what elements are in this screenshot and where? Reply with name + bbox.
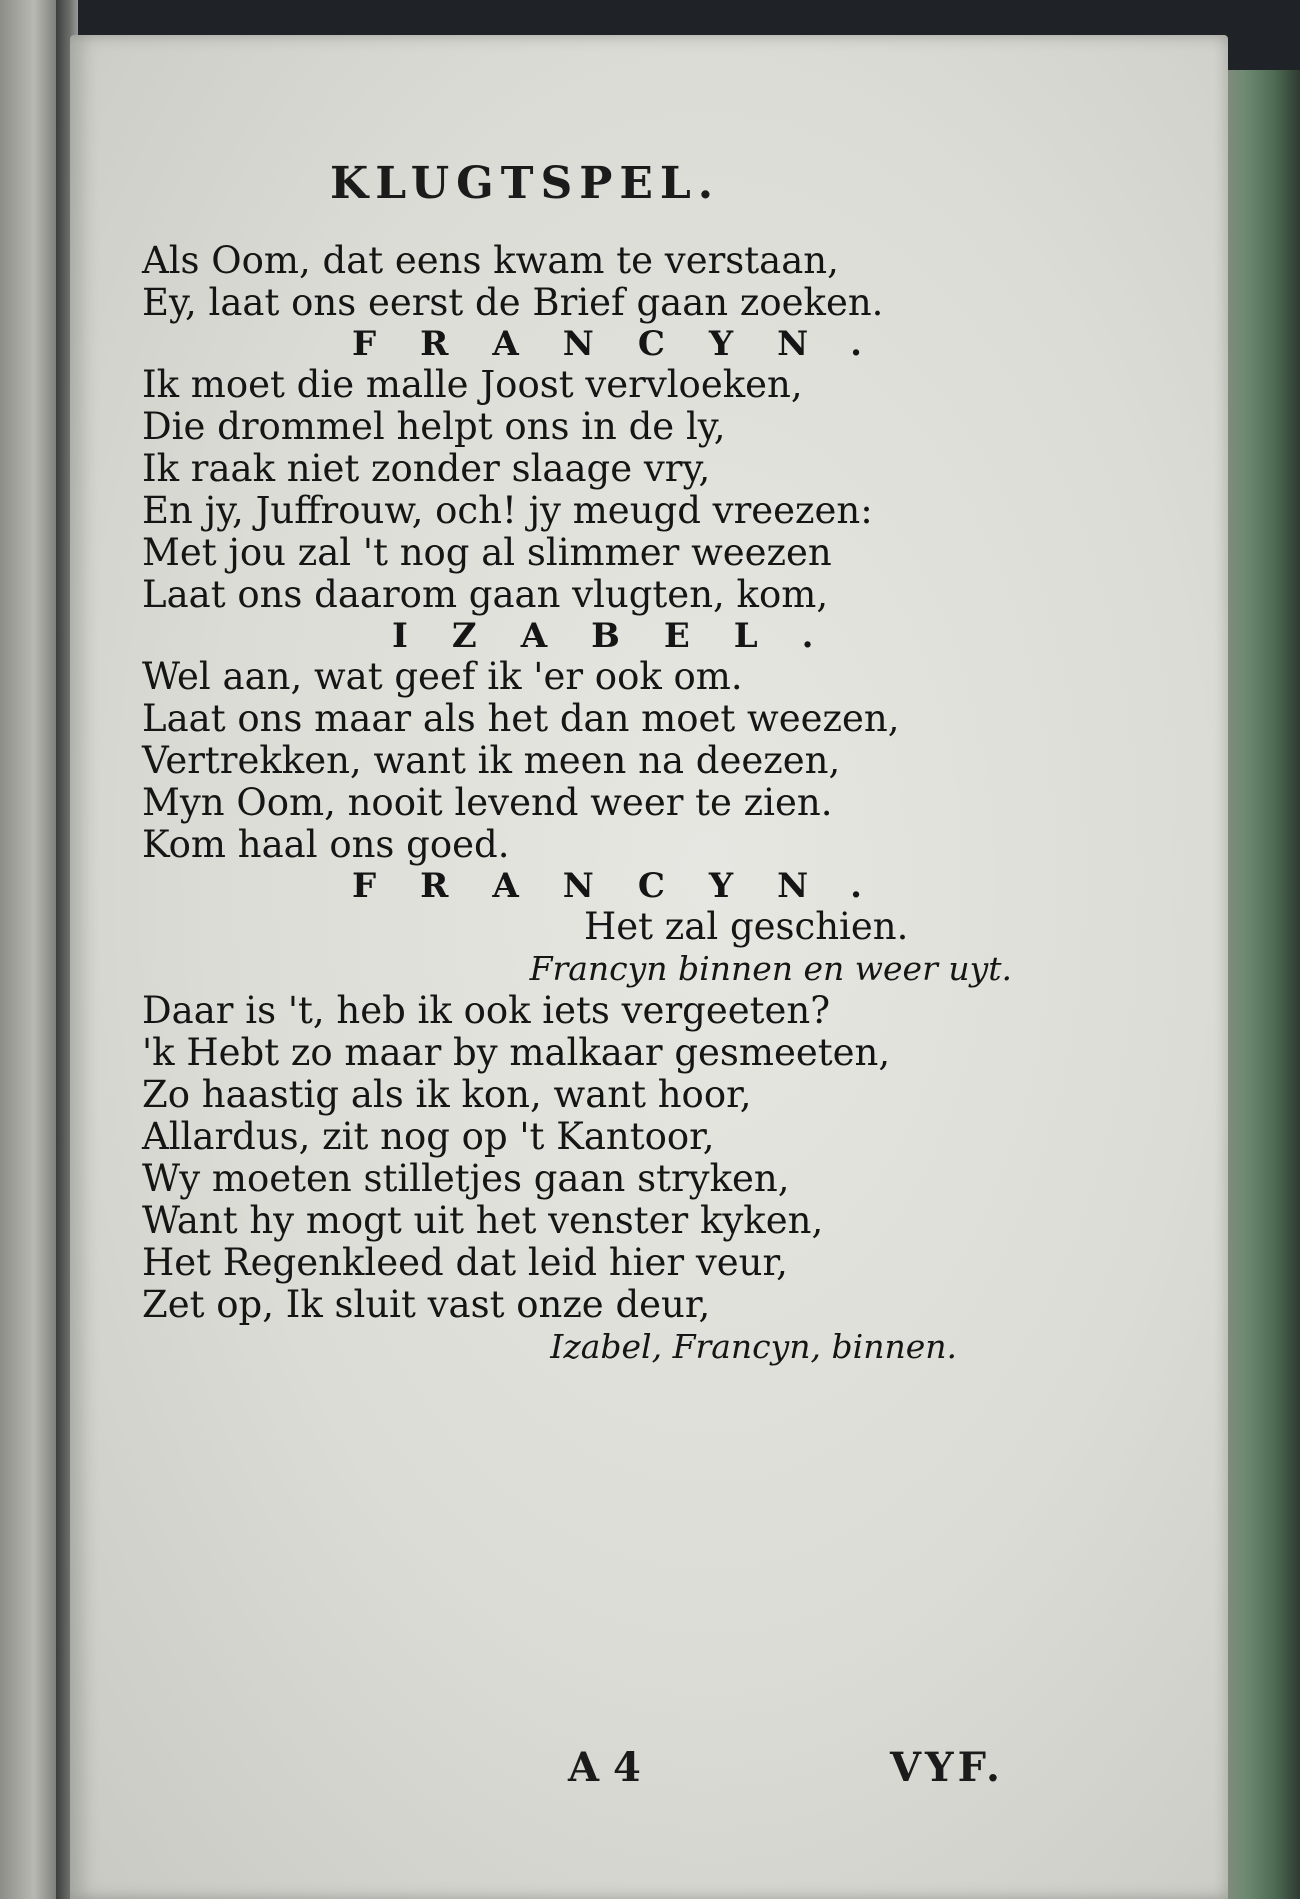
speaker-heading: FRANCYN.: [352, 324, 906, 364]
signature-mark: A 4: [568, 1744, 641, 1791]
verse-line: Laat ons maar als het dan moet weezen,: [142, 697, 900, 740]
verse-line: Wel aan, wat geef ik 'er ook om.: [142, 655, 743, 698]
verse-line: Vertrekken, want ik meen na deezen,: [142, 739, 841, 782]
verse-line: Met jou zal 't nog al slimmer weezen: [142, 531, 832, 574]
speaker-heading: IZABEL.: [392, 616, 858, 656]
verse-line: Als Oom, dat eens kwam te verstaan,: [142, 239, 839, 282]
verse-line: Wy moeten stilletjes gaan stryken,: [142, 1157, 790, 1200]
verse-line: Myn Oom, nooit levend weer te zien.: [142, 781, 833, 824]
verse-line: Allardus, zit nog op 't Kantoor,: [142, 1115, 715, 1158]
catchword: VYF.: [890, 1744, 1004, 1791]
verse-line: Want hy mogt uit het venster kyken,: [142, 1199, 824, 1242]
verse-line: Die drommel helpt ons in de ly,: [142, 405, 726, 448]
verse-line: Laat ons daarom gaan vlugten, kom,: [142, 573, 829, 616]
verse-line: Ik raak niet zonder slaage vry,: [142, 447, 711, 490]
verse-line: Daar is 't, heb ik ook iets vergeeten?: [142, 989, 831, 1032]
left-page-edge: [0, 0, 62, 1899]
verse-line: 'k Hebt zo maar by malkaar gesmeeten,: [142, 1031, 891, 1074]
verse-line: Kom haal ons goed.: [142, 823, 510, 866]
verse-line: En jy, Juffrouw, och! jy meugd vreezen:: [142, 489, 873, 532]
verse-line: Ik moet die malle Joost vervloeken,: [142, 363, 803, 406]
verse-line: Zet op, Ik sluit vast onze deur,: [142, 1283, 711, 1326]
verse-line: Het zal geschien.: [584, 905, 909, 948]
verse-line: Zo haastig als ik kon, want hoor,: [142, 1073, 752, 1116]
speaker-heading: FRANCYN.: [352, 866, 906, 906]
verse-line: Het Regenkleed dat leid hier veur,: [142, 1241, 788, 1284]
running-head: KLUGTSPEL.: [330, 158, 721, 209]
text-block: [142, 240, 1072, 1368]
stage-direction: Izabel, Francyn, binnen.: [550, 1327, 957, 1366]
verse-line: Ey, laat ons eerst de Brief gaan zoeken.: [142, 281, 884, 324]
stage-direction: Francyn binnen en weer uyt.: [529, 949, 1012, 988]
